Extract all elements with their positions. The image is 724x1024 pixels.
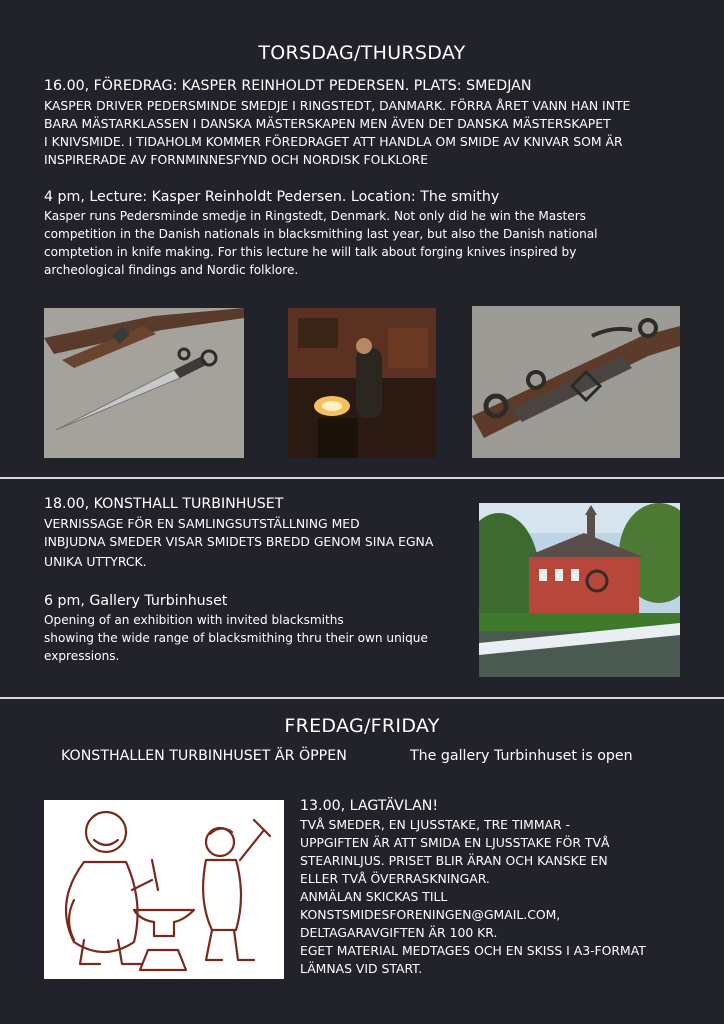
sheath-closeup-photo [472,306,680,458]
contest-line-8: EGET MATERIAL MEDTAGES OCH EN SKISS I A3-FORMAT [300,943,646,958]
gallery-sv-line-1: VERNISSAGE FÖR EN SAMLINGSUTSTÄLLNING MED [44,516,360,531]
gallery-open-sv: KONSTHALLEN TURBINHUSET ÄR ÖPPEN [61,748,347,764]
contest-line-4: ELLER TVÅ ÖVERRASKNINGAR. [300,871,490,886]
contest-line-3: STEARINLJUS. PRISET BLIR ÄRAN OCH KANSKE EN [300,853,608,868]
divider-1 [0,477,724,479]
thursday-sv-title: 16.00, FÖREDRAG: KASPER REINHOLDT PEDERSEN. PLATS: SMEDJAN [44,78,532,94]
thursday-sv-line-3: I KNIVSMIDE. I TIDAHOLM KOMMER FÖREDRAGET ATT HANDLA OM SMIDE AV KNIVAR SOM ÄR [44,134,623,149]
turbinhuset-photo [479,503,680,677]
thursday-en-line-2: competition in the Danish nationals in blacksmithing last year, but also the Danish national [44,227,598,241]
thursday-sv-line-2: BARA MÄSTARKLASSEN I DANSKA MÄSTERSKAPEN MEN ÄVEN DET DANSKA MÄSTERSKAPET [44,116,611,131]
blacksmith-forge-photo [288,308,436,458]
gallery-sv-title: 18.00, KONSTHALL TURBINHUSET [44,496,284,512]
contest-line-2: UPPGIFTEN ÄR ATT SMIDA EN LJUSSTAKE FÖR TVÅ [300,835,610,850]
contest-line-5: ANMÄLAN SKICKAS TILL [300,889,448,904]
contest-line-7: DELTAGARAVGIFTEN ÄR 100 KR. [300,925,498,940]
gallery-sv-line-2: INBJUDNA SMEDER VISAR SMIDETS BREDD GENOM SINA EGNA [44,534,434,549]
gallery-sv-line-3: UNIKA UTTYRCK. [44,554,147,569]
thursday-en-line-3: comptetion in knife making. For this lecture he will talk about forging knives inspired by [44,245,577,259]
thursday-en-title: 4 pm, Lecture: Kasper Reinholdt Pedersen. Location: The smithy [44,189,500,205]
thursday-sv-line-1: KASPER DRIVER PEDERSMINDE SMEDJE I RINGSTEDT, DANMARK. FÖRRA ÅRET VANN HAN INTE [44,98,631,113]
blacksmiths-illustration [44,800,284,979]
thursday-heading: TORSDAG/THURSDAY [258,42,466,64]
thursday-sv-line-4: INSPIRERADE AV FORNMINNESFYND OCH NORDISK FOLKLORE [44,152,429,167]
gallery-open-en: The gallery Turbinhuset is open [410,748,633,764]
contest-title: 13.00, LAGTÄVLAN! [300,798,439,814]
contest-line-1: TVÅ SMEDER, EN LJUSSTAKE, TRE TIMMAR - [300,817,571,832]
gallery-en-line-2: showing the wide range of blacksmithing thru their own unique [44,631,428,645]
gallery-en-line-1: Opening of an exhibition with invited blacksmiths [44,613,344,627]
contest-line-9: LÄMNAS VID START. [300,961,423,976]
gallery-en-title: 6 pm, Gallery Turbinhuset [44,593,228,609]
gallery-en-line-3: expressions. [44,649,120,663]
knife-sheath-photo [44,308,244,458]
divider-2 [0,697,724,699]
friday-heading: FREDAG/FRIDAY [284,715,440,737]
thursday-en-line-4: archeological findings and Nordic folklore. [44,263,299,277]
contest-email: KONSTSMIDESFORENINGEN@GMAIL.COM, [300,907,561,922]
thursday-en-line-1: Kasper runs Pedersminde smedje in Ringstedt, Denmark. Not only did he win the Masters [44,209,586,223]
